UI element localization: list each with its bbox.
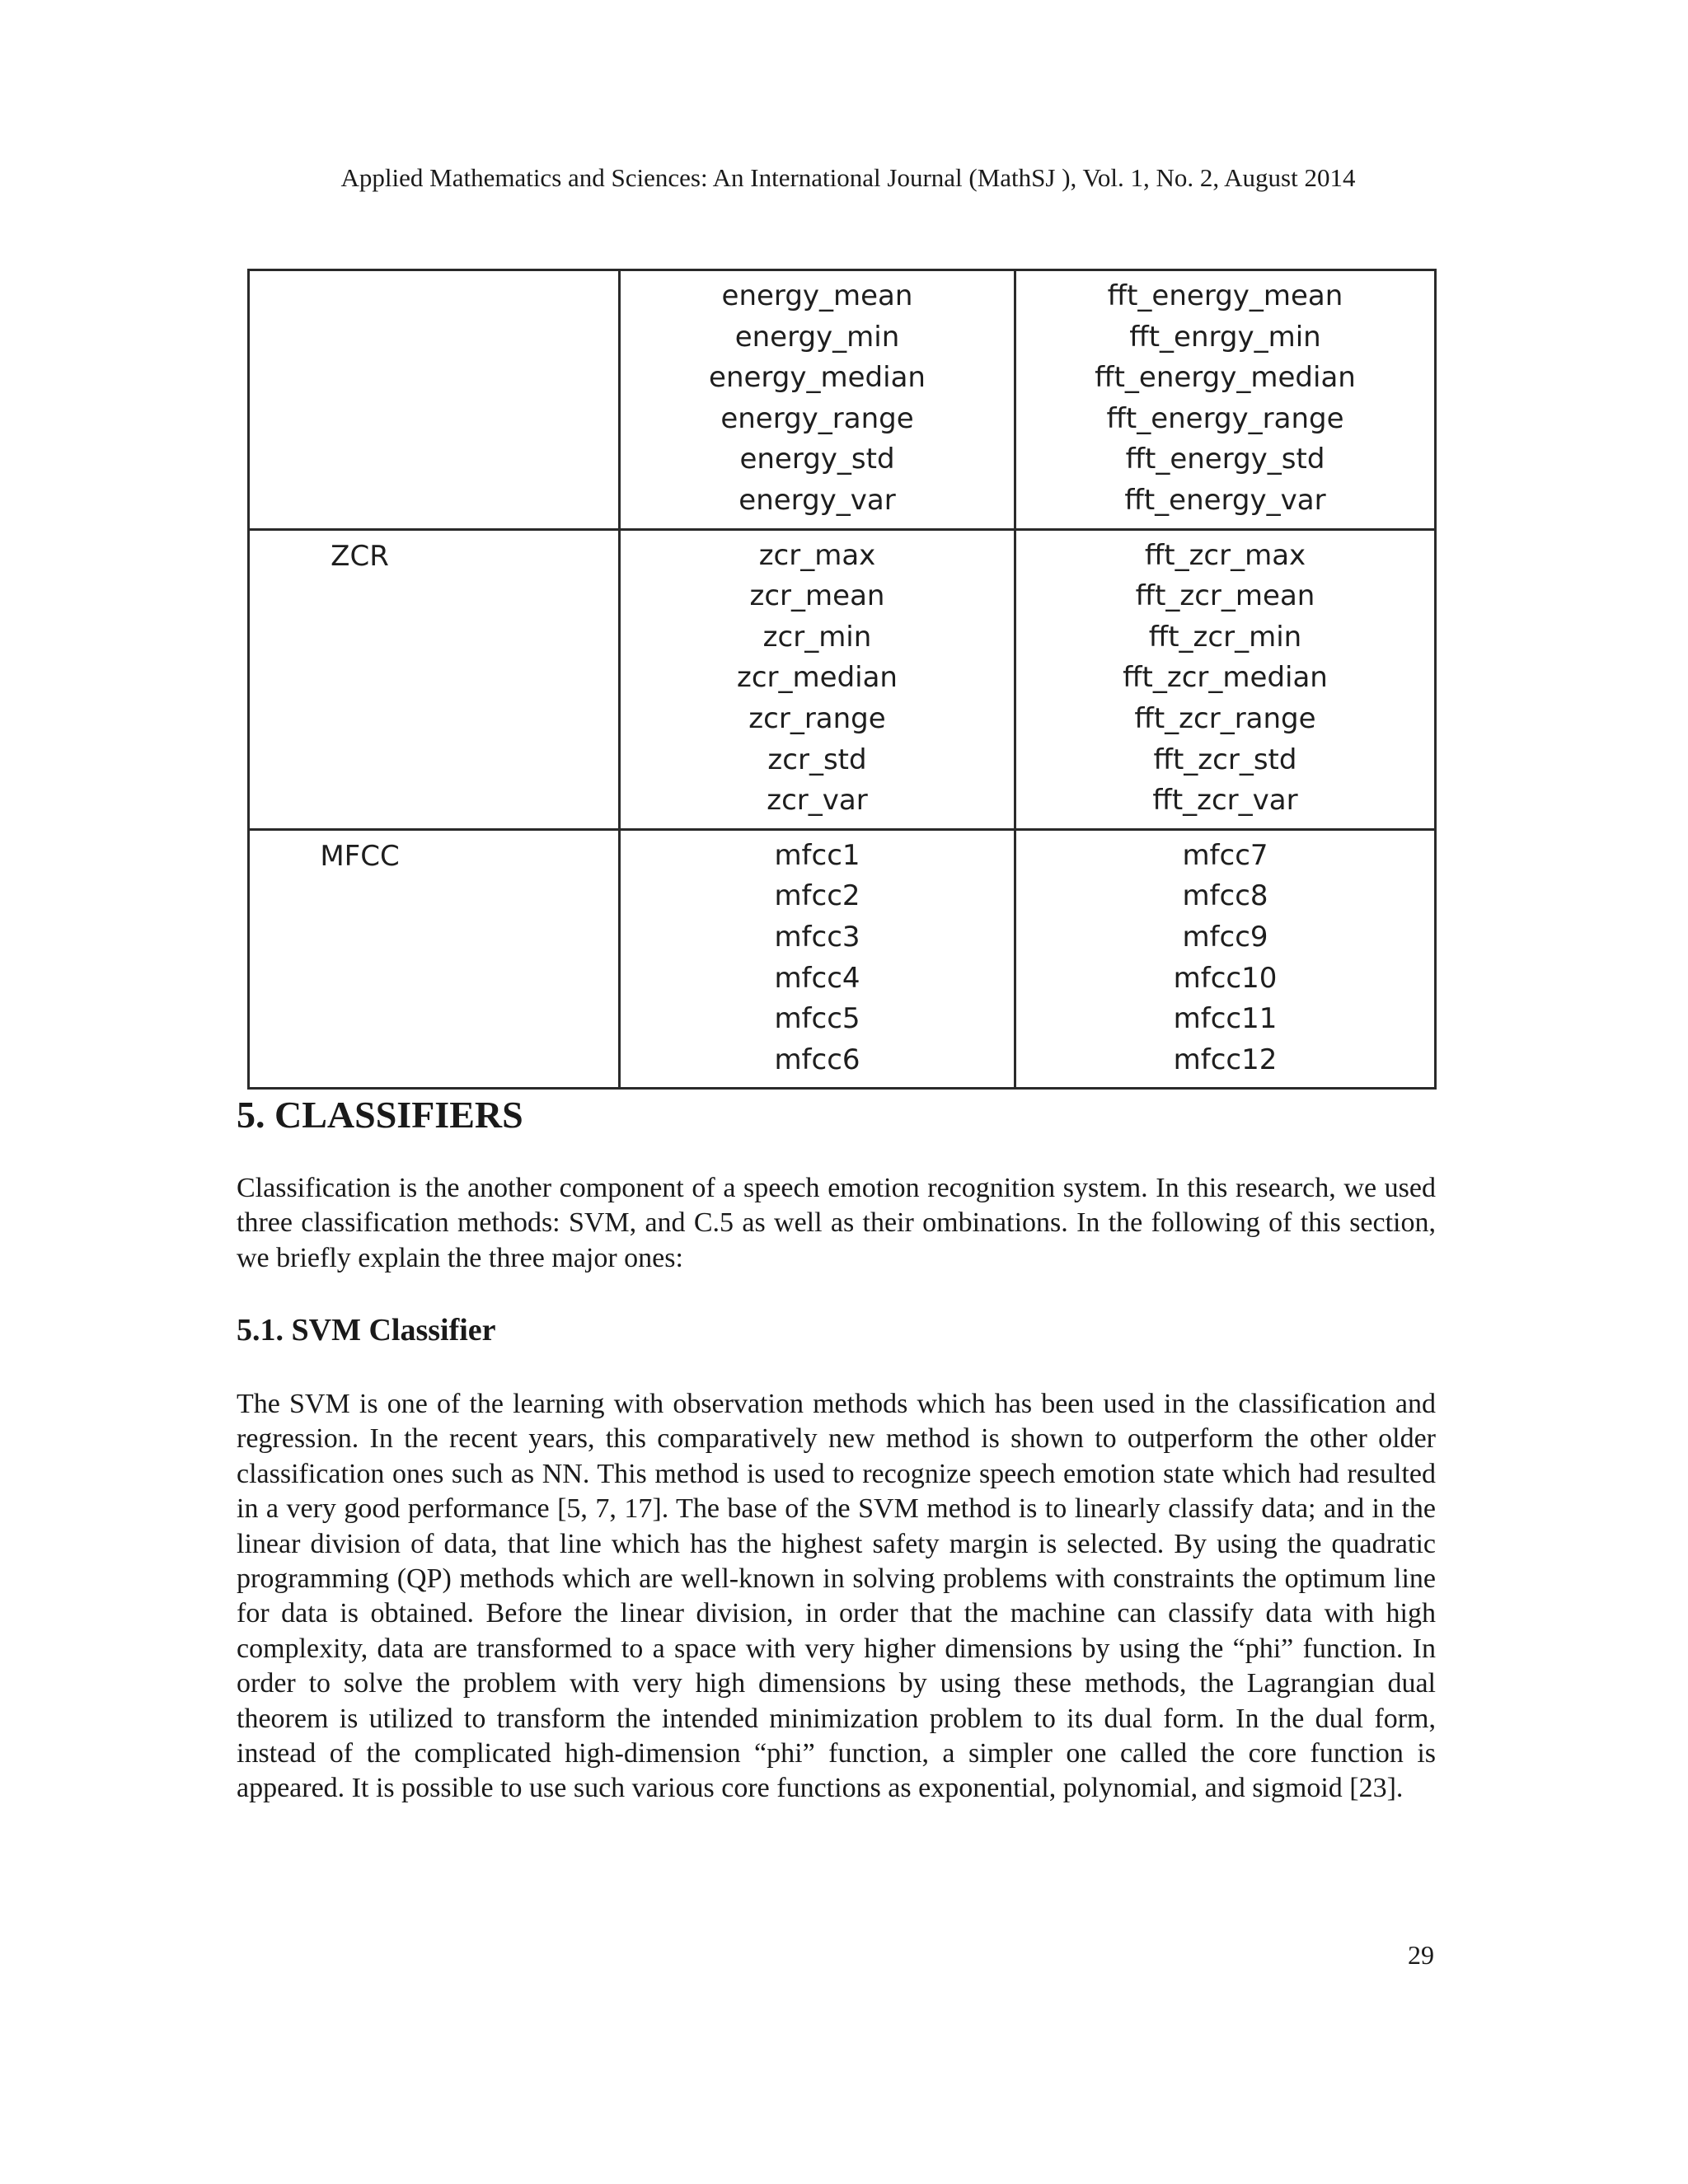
subsection-heading: 5.1. SVM Classifier [237, 1313, 496, 1347]
page-number: 29 [1408, 1940, 1434, 1970]
fft-feature-item: fft_zcr_range [1134, 701, 1316, 735]
fft-feature-item: fft_energy_var [1124, 483, 1326, 517]
feature-table-body [249, 270, 1436, 1089]
fft-feature-item: mfcc10 [1173, 961, 1278, 995]
running-header: Applied Mathematics and Sciences: An International Journal (MathSJ ), Vol. 1, No. 2, August 2014 [340, 163, 1356, 192]
fft-feature-item: fft_energy_range [1106, 401, 1344, 435]
table-row-zcr [249, 529, 1436, 829]
feature-item: energy_std [739, 443, 895, 476]
fft-feature-item: fft_energy_median [1095, 361, 1356, 395]
fft-feature-cell [1015, 829, 1436, 1089]
feature-item: zcr_mean [749, 579, 885, 613]
fft-feature-item: fft_zcr_max [1144, 538, 1306, 572]
fft-feature-item: mfcc7 [1182, 838, 1268, 872]
fft-feature-item: mfcc11 [1173, 1002, 1278, 1036]
feature-item: mfcc5 [774, 1002, 860, 1036]
table-row-energy [249, 270, 1436, 530]
fft-feature-item: fft_zcr_var [1152, 784, 1298, 818]
feature-cell [620, 270, 1015, 530]
fft-feature-item: fft_energy_std [1125, 443, 1325, 476]
fft-feature-item: mfcc9 [1182, 920, 1268, 954]
feature-item: energy_var [738, 483, 896, 517]
feature-item: mfcc3 [774, 920, 860, 954]
feature-item: energy_min [734, 320, 900, 354]
feature-item: mfcc4 [774, 961, 860, 995]
group-label: ZCR [331, 539, 389, 573]
fft-feature-item: fft_zcr_std [1153, 743, 1297, 776]
subsection-paragraph: The SVM is one of the learning with observation methods which has been used in the classification and regression. In the recent years, this comparatively new method is shown to outperform the other older classification ones such as NN. This method is used to recognize speech emotion state which had resulted in a very good performance [5, 7, 17]. The base of the SVM method is to linearly classify data; and in the linear division of data, that line which has the highest safety margin is selected. By using the quadratic programming (QP) methods which are well-known in solving problems with constraints the optimum line for data is obtained. Before the linear division, in order that the machine can classify data with high complexity, data are transformed to a space with very higher dimensions by using the “phi” function. In order to solve the problem with very high dimensions by using these methods, the Lagrangian dual theorem is utilized to transform the intended minimization problem to its dual form. In the dual form, instead of the complicated high-dimension “phi” function, a simpler one called the core function is appeared. It is possible to use such various core functions as exponential, polynomial, and sigmoid [23]. [237, 1389, 1436, 1804]
feature-item: zcr_var [767, 784, 868, 818]
feature-item: energy_mean [721, 279, 913, 312]
fft-feature-item: mfcc8 [1182, 879, 1268, 913]
feature-item: mfcc2 [774, 879, 860, 913]
group-label: MFCC [320, 839, 400, 873]
group-cell [249, 829, 620, 1089]
feature-item: energy_range [720, 401, 914, 435]
fft-feature-item: fft_zcr_min [1148, 620, 1302, 654]
feature-item: zcr_median [737, 661, 898, 695]
table-row-mfcc [249, 829, 1436, 1089]
fft-feature-cell [1015, 270, 1436, 530]
feature-table [247, 269, 1437, 1090]
fft-feature-item: fft_energy_mean [1107, 279, 1343, 312]
feature-item: zcr_std [767, 743, 867, 776]
fft-feature-cell [1015, 529, 1436, 829]
feature-item: mfcc6 [774, 1043, 860, 1076]
group-cell [249, 529, 620, 829]
feature-item: zcr_range [748, 701, 886, 735]
feature-item: energy_median [709, 361, 926, 395]
section-heading: 5. CLASSIFIERS [237, 1094, 523, 1136]
feature-cell [620, 829, 1015, 1089]
fft-feature-item: fft_zcr_mean [1135, 579, 1315, 613]
feature-item: mfcc1 [774, 838, 860, 872]
feature-item: zcr_min [762, 620, 872, 654]
fft-feature-item: mfcc12 [1173, 1043, 1278, 1076]
feature-item: zcr_max [758, 538, 876, 572]
group-cell [249, 270, 620, 530]
section-paragraph: Classification is the another component of a speech emotion recognition system. In this research, we used three classification methods: SVM, and C.5 as well as their ombinations. In the following of this section, we briefly explain the three major ones: [237, 1173, 1436, 1273]
feature-cell [620, 529, 1015, 829]
fft-feature-item: fft_zcr_median [1123, 661, 1328, 695]
fft-feature-item: fft_enrgy_min [1129, 320, 1321, 354]
